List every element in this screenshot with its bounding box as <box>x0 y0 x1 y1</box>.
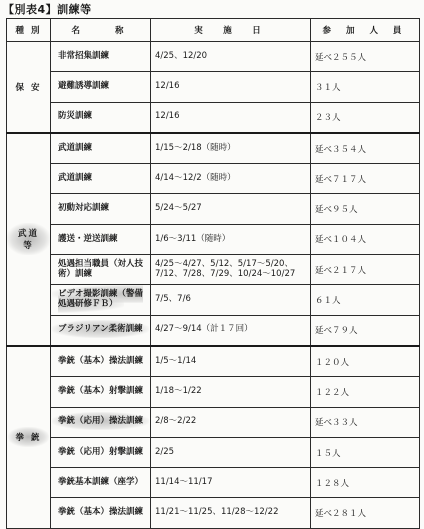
table-row <box>7 285 420 315</box>
training-name: 避難誘導訓練 <box>51 72 151 102</box>
training-date: 1/6～3/11（随時） <box>151 224 311 254</box>
training-date: 11/21～11/25、11/28～12/22 <box>151 498 311 528</box>
participant-count: 延べ３５４人 <box>311 133 420 164</box>
training-name: 武道訓練 <box>51 164 151 194</box>
training-name: 拳銃（基本）射撃訓練 <box>51 377 151 407</box>
highlighted-name: ブラジリアン柔術訓練 <box>52 320 149 338</box>
training-name: 非常招集訓練 <box>51 42 151 72</box>
training-date: 12/16 <box>151 102 311 133</box>
participant-count: ２３人 <box>311 102 420 133</box>
highlighted-name: 拳銃（応用）操法訓練 <box>52 412 149 430</box>
header-name: 名 称 <box>51 19 151 42</box>
training-name: 武道訓練 <box>51 133 151 164</box>
table-row <box>7 437 420 467</box>
training-date: 2/8～2/22 <box>151 407 311 437</box>
header-count: 参 加 人 員 <box>311 19 420 42</box>
table-row <box>7 194 420 224</box>
header-row <box>7 19 420 42</box>
training-name: 初動対応訓練 <box>51 194 151 224</box>
participant-count: 延べ３３人 <box>311 407 420 437</box>
table-row <box>7 224 420 254</box>
training-date: 7/5、7/6 <box>151 285 311 315</box>
training-name: 防災訓練 <box>51 102 151 133</box>
training-date: 11/14～11/17 <box>151 468 311 498</box>
participant-count: １２０人 <box>311 346 420 377</box>
participant-count: 延べ７１７人 <box>311 164 420 194</box>
training-name: 拳銃（応用）射撃訓練 <box>51 437 151 467</box>
category-security: 保 安 <box>7 42 51 133</box>
training-date: 1/5～1/14 <box>151 346 311 377</box>
participant-count: 延べ２１７人 <box>311 255 420 285</box>
training-name: 拳銃（基本）操法訓練 <box>51 346 151 377</box>
training-name: 護送・逆送訓練 <box>51 224 151 254</box>
table-row <box>7 255 420 285</box>
training-name <box>51 407 151 437</box>
training-date: 4/25～4/27、5/12、5/17～5/20、7/12、7/28、7/29、10/24～10/27 <box>151 255 311 285</box>
header-date: 実 施 日 <box>151 19 311 42</box>
training-date: 1/18～1/22 <box>151 377 311 407</box>
table-row <box>7 315 420 346</box>
training-date: 4/27～9/14（計１７回） <box>151 315 311 346</box>
category-label: 拳 銃 <box>8 427 50 447</box>
training-date: 4/14～12/2（随時） <box>151 164 311 194</box>
participant-count: 延べ７９人 <box>311 315 420 346</box>
document-title: 【別表4】訓練等 <box>3 3 92 16</box>
training-date: 4/25、12/20 <box>151 42 311 72</box>
table-row <box>7 102 420 133</box>
table-row <box>7 346 420 377</box>
category-label: 武道等 <box>7 223 50 255</box>
participant-count: ６１人 <box>311 285 420 315</box>
participant-count: ３１人 <box>311 72 420 102</box>
training-name: 処遇担当職員（対人技術）訓練 <box>51 255 151 285</box>
table-row <box>7 377 420 407</box>
table-row <box>7 72 420 102</box>
table-row <box>7 407 420 437</box>
participant-count: 延べ１０４人 <box>311 224 420 254</box>
participant-count: 延べ２５５人 <box>311 42 420 72</box>
participant-count: 延べ２８１人 <box>311 498 420 528</box>
participant-count: １２８人 <box>311 468 420 498</box>
training-name: 拳銃基本訓練（座学） <box>51 468 151 498</box>
table-row <box>7 42 420 72</box>
participant-count: 延べ９５人 <box>311 194 420 224</box>
training-name <box>51 315 151 346</box>
table-row <box>7 498 420 528</box>
training-name: 拳銃（基本）操法訓練 <box>51 498 151 528</box>
training-name <box>51 285 151 315</box>
training-table <box>6 18 420 529</box>
participant-count: １５人 <box>311 437 420 467</box>
training-date: 2/25 <box>151 437 311 467</box>
participant-count: １２２人 <box>311 377 420 407</box>
category-martial-arts <box>7 133 51 346</box>
highlighted-name: ビデオ撮影訓練（警備処遇研修ＦＢ） <box>52 285 143 313</box>
header-category: 種 別 <box>7 19 51 42</box>
training-date: 5/24～5/27 <box>151 194 311 224</box>
table-row <box>7 133 420 164</box>
training-date: 12/16 <box>151 72 311 102</box>
table-row <box>7 468 420 498</box>
category-handgun <box>7 346 51 528</box>
table-row <box>7 164 420 194</box>
training-date: 1/15～2/18（随時） <box>151 133 311 164</box>
